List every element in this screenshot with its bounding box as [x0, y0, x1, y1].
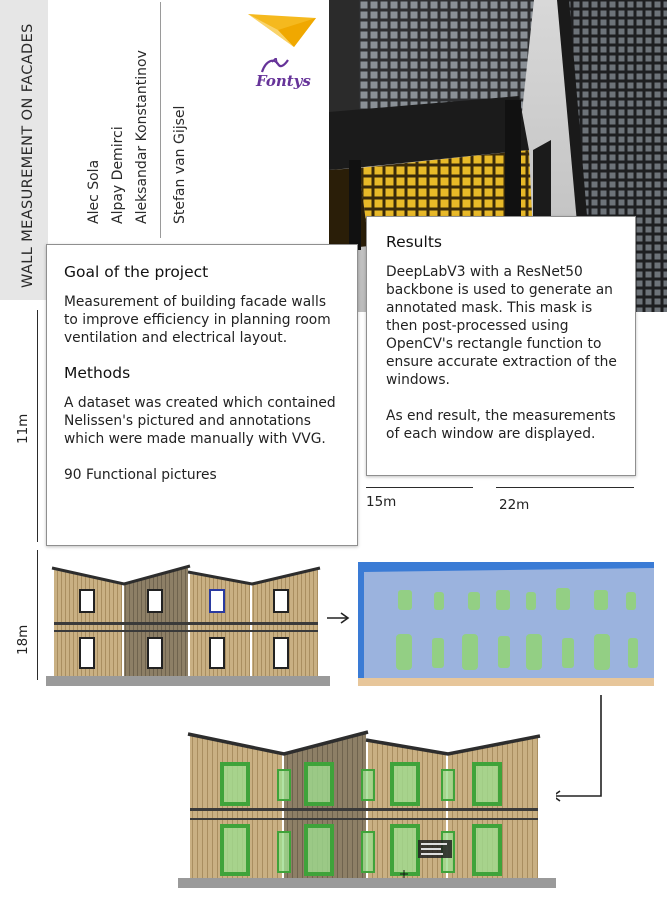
goal-text: Measurement of building facade walls to improve efficiency in planning room ventilation and electrical layout. [64, 294, 331, 346]
results-conclusion: As end result, the measurements of each window are displayed. [386, 408, 616, 442]
poster-title: WALL MEASUREMENT ON FACADES [20, 23, 36, 288]
author-name: Alec Sola [86, 159, 102, 224]
dimension-label-18m: 18m [15, 624, 31, 655]
dataset-count: 90 Functional pictures [64, 467, 217, 483]
author-name: Aleksandar Konstantinov [134, 50, 150, 224]
arrow-right-icon [326, 612, 350, 624]
teacher-name: Stefan van Gijsel [172, 105, 188, 224]
dimension-line-18m [37, 550, 38, 680]
arrow-down-left-icon [550, 694, 606, 804]
logo-text: Fontys [256, 72, 311, 90]
dimension-label-22m: 22m [499, 497, 530, 513]
facade-original-image [46, 562, 330, 686]
goal-heading: Goal of the project [64, 263, 209, 281]
methods-heading: Methods [64, 364, 131, 382]
results-heading: Results [386, 233, 442, 251]
author-name: Alpay Demirci [110, 126, 126, 224]
author-list [82, 50, 154, 224]
facade-result-image [178, 730, 556, 888]
results-card [366, 216, 636, 476]
dimension-label-15m: 15m [366, 494, 397, 510]
fontys-logo-icon [248, 14, 318, 48]
logo-swirl-icon [260, 58, 290, 74]
results-text: DeepLabV3 with a ResNet50 backbone is used to generate an annotated mask. This mask is then post-processed using OpenCV's rectangle function to ensure accurate extraction of the windows. [386, 264, 617, 388]
dimension-line-15m [366, 487, 473, 488]
goal-methods-card [46, 244, 358, 546]
dimension-line-11m [37, 310, 38, 542]
dimension-line-22m [496, 487, 634, 488]
author-divider [160, 2, 161, 238]
dimension-label-11m: 11m [15, 413, 31, 444]
segmentation-mask-image [358, 562, 654, 686]
fontys-logo [256, 72, 311, 90]
methods-text: A dataset was created which contained Nelissen's pictured and annotations which were made manually with VVG. [64, 395, 336, 447]
